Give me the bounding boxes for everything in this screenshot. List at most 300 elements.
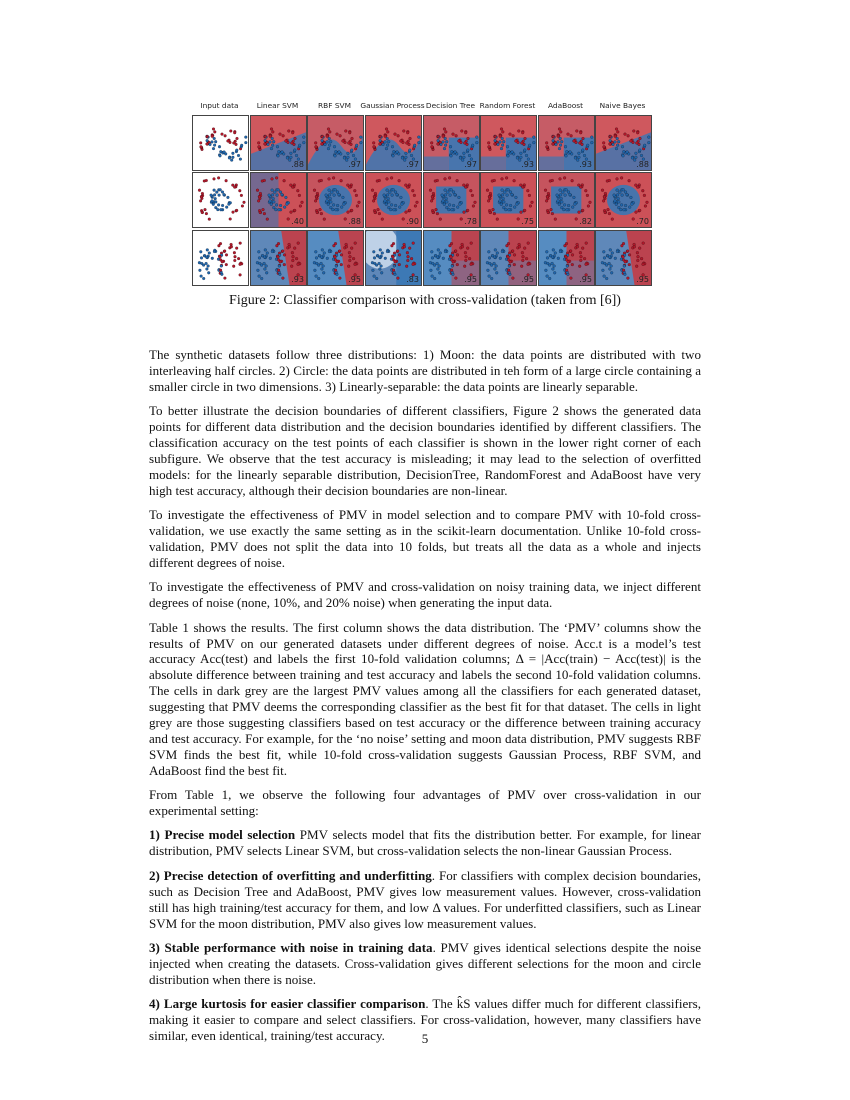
- data-point: [552, 139, 555, 142]
- data-point: [609, 143, 612, 146]
- data-point: [429, 189, 432, 192]
- data-point: [569, 193, 572, 196]
- data-point: [616, 131, 619, 134]
- data-point: [213, 144, 216, 147]
- figure-column-title: RBF SVM: [318, 101, 351, 110]
- data-point: [336, 191, 339, 194]
- data-point: [567, 133, 570, 136]
- data-point: [464, 131, 467, 134]
- data-point: [519, 184, 522, 187]
- data-point: [379, 249, 382, 252]
- data-point: [646, 201, 649, 204]
- data-point: [373, 275, 376, 278]
- data-point: [350, 149, 353, 152]
- data-point: [225, 263, 228, 266]
- data-point: [621, 194, 624, 197]
- data-point: [299, 205, 302, 208]
- data-point: [551, 179, 554, 182]
- data-point: [489, 211, 492, 214]
- data-point: [458, 196, 461, 199]
- data-point: [456, 206, 459, 209]
- data-point: [546, 145, 549, 148]
- data-point: [270, 203, 273, 206]
- data-point: [608, 212, 611, 215]
- data-point: [290, 152, 293, 155]
- data-point: [506, 145, 509, 148]
- data-point: [471, 194, 474, 197]
- data-point: [220, 208, 223, 211]
- data-point: [336, 260, 339, 263]
- data-point: [221, 191, 224, 194]
- data-point: [380, 265, 383, 268]
- data-point: [566, 265, 569, 268]
- data-point: [349, 255, 352, 258]
- data-point: [264, 135, 267, 138]
- data-point: [443, 203, 446, 206]
- data-point: [211, 141, 214, 144]
- data-point: [287, 130, 290, 133]
- data-point: [258, 145, 261, 148]
- data-point: [561, 191, 564, 194]
- data-point: [495, 265, 498, 268]
- data-point: [225, 254, 228, 257]
- data-point: [525, 257, 528, 260]
- data-point: [208, 218, 211, 221]
- data-point: [511, 250, 514, 253]
- data-point: [579, 251, 582, 254]
- figure-caption: Figure 2: Classifier comparison with cross-validation (taken from [6]): [229, 293, 621, 308]
- data-point: [386, 131, 389, 134]
- data-point: [450, 242, 453, 245]
- data-point: [238, 189, 241, 192]
- accuracy-score: .95: [464, 275, 477, 284]
- data-point: [609, 139, 612, 142]
- data-point: [624, 260, 627, 263]
- data-point: [622, 150, 625, 153]
- data-point: [398, 206, 401, 209]
- data-point: [344, 130, 347, 133]
- data-point: [394, 191, 397, 194]
- data-point: [218, 194, 221, 197]
- data-point: [487, 200, 490, 203]
- data-point: [372, 269, 375, 272]
- data-point: [505, 204, 508, 207]
- classifier-panel-circle: [423, 172, 480, 228]
- data-point: [630, 196, 633, 199]
- data-point: [278, 208, 281, 211]
- data-point: [279, 191, 282, 194]
- classifier-panel-linear: [307, 230, 364, 286]
- data-point: [386, 144, 389, 147]
- data-point: [402, 130, 405, 133]
- data-point: [373, 195, 376, 198]
- data-point: [548, 277, 551, 280]
- data-point: [563, 177, 566, 180]
- data-point: [297, 263, 300, 266]
- data-point: [544, 261, 547, 264]
- data-point: [626, 151, 629, 154]
- data-point: [257, 250, 260, 253]
- data-point: [585, 263, 588, 266]
- data-point: [623, 208, 626, 211]
- data-point: [581, 149, 584, 152]
- data-point: [379, 143, 382, 146]
- data-point: [565, 269, 568, 272]
- data-point: [458, 140, 461, 143]
- data-point: [271, 144, 274, 147]
- data-point: [615, 147, 618, 150]
- accuracy-score: .93: [579, 160, 592, 169]
- data-point: [507, 150, 510, 153]
- data-point: [615, 203, 618, 206]
- data-point: [452, 133, 455, 136]
- data-point: [295, 154, 298, 157]
- data-point: [393, 208, 396, 211]
- data-point: [230, 159, 233, 162]
- data-point: [198, 189, 201, 192]
- data-point: [603, 275, 606, 278]
- data-point: [554, 252, 557, 255]
- data-point: [277, 269, 280, 272]
- data-point: [314, 269, 317, 272]
- data-point: [622, 154, 625, 157]
- data-point: [266, 252, 269, 255]
- data-point: [346, 184, 349, 187]
- data-point: [515, 140, 518, 143]
- data-point: [616, 178, 619, 181]
- data-point: [276, 194, 279, 197]
- data-point: [559, 189, 562, 192]
- data-point: [232, 152, 235, 155]
- accuracy-score: .93: [521, 160, 534, 169]
- data-point: [343, 157, 346, 160]
- data-point: [338, 151, 341, 154]
- data-point: [579, 131, 582, 134]
- data-point: [231, 184, 234, 187]
- data-point: [334, 150, 337, 153]
- data-point: [624, 133, 627, 136]
- data-point: [547, 211, 550, 214]
- accuracy-score: .82: [579, 217, 592, 226]
- data-point: [633, 245, 636, 248]
- data-point: [551, 256, 554, 259]
- data-point: [586, 194, 589, 197]
- data-point: [321, 143, 324, 146]
- data-point: [328, 137, 331, 140]
- data-point: [219, 242, 222, 245]
- data-point: [328, 189, 331, 192]
- data-point: [314, 250, 317, 253]
- data-point: [642, 263, 645, 266]
- data-point: [586, 144, 589, 147]
- data-point: [230, 245, 233, 248]
- accuracy-score: .97: [406, 160, 419, 169]
- data-point: [202, 264, 205, 267]
- data-point: [408, 209, 411, 212]
- data-point: [463, 142, 466, 145]
- data-point: [467, 137, 470, 140]
- data-point: [429, 261, 432, 264]
- data-point: [386, 250, 389, 253]
- data-point: [501, 250, 504, 253]
- data-point: [265, 265, 268, 268]
- data-point: [627, 277, 630, 280]
- data-point: [317, 264, 320, 267]
- data-point: [329, 201, 332, 204]
- data-point: [636, 251, 639, 254]
- data-point: [617, 201, 620, 204]
- data-point: [327, 203, 330, 206]
- data-point: [406, 259, 409, 262]
- figure-column-title: Gaussian Process: [360, 101, 425, 110]
- data-point: [618, 191, 621, 194]
- data-point: [611, 252, 614, 255]
- data-point: [552, 135, 555, 138]
- data-point: [567, 191, 570, 194]
- data-point: [602, 142, 605, 145]
- data-point: [290, 156, 293, 159]
- data-point: [359, 141, 362, 144]
- data-point: [213, 189, 216, 192]
- data-point: [455, 277, 458, 280]
- data-point: [212, 128, 215, 131]
- data-point: [347, 156, 350, 159]
- data-point: [557, 135, 560, 138]
- classifier-panel-linear: [480, 230, 537, 286]
- data-point: [608, 262, 611, 265]
- data-point: [319, 208, 322, 211]
- data-point: [448, 177, 451, 180]
- data-point: [416, 201, 419, 204]
- data-point: [643, 144, 646, 147]
- data-point: [223, 193, 226, 196]
- data-point: [326, 200, 329, 203]
- data-point: [585, 242, 588, 245]
- data-point: [488, 195, 491, 198]
- data-point: [279, 204, 282, 207]
- data-point: [264, 139, 267, 142]
- data-point: [332, 177, 335, 180]
- data-point: [213, 178, 216, 181]
- data-point: [513, 206, 516, 209]
- data-point: [394, 260, 397, 263]
- data-point: [608, 179, 611, 182]
- data-point: [206, 249, 209, 252]
- accuracy-score: .95: [348, 275, 361, 284]
- data-point: [260, 277, 263, 280]
- data-point: [609, 249, 612, 252]
- data-point: [388, 191, 391, 194]
- data-point: [394, 133, 397, 136]
- data-point: [567, 204, 570, 207]
- data-point: [302, 141, 305, 144]
- data-point: [263, 256, 266, 259]
- body-text: [149, 347, 701, 1052]
- data-point: [506, 194, 509, 197]
- data-point: [461, 245, 464, 248]
- data-point: [603, 195, 606, 198]
- data-point: [564, 145, 567, 148]
- data-point: [460, 130, 463, 133]
- data-point: [278, 265, 281, 268]
- data-point: [206, 139, 209, 142]
- data-point: [555, 143, 558, 146]
- data-point: [495, 271, 498, 274]
- data-point: [496, 252, 499, 255]
- data-point: [521, 259, 524, 262]
- data-point: [444, 131, 447, 134]
- data-point: [507, 188, 510, 191]
- data-point: [494, 139, 497, 142]
- data-point: [293, 247, 296, 250]
- data-point: [493, 212, 496, 215]
- data-point: [260, 264, 263, 267]
- data-point: [292, 255, 295, 258]
- data-point: [431, 275, 434, 278]
- data-point: [199, 269, 202, 272]
- data-point: [301, 201, 304, 204]
- data-point: [269, 257, 272, 260]
- data-point: [241, 205, 244, 208]
- data-point: [219, 256, 222, 259]
- classifier-panel-moon: [250, 115, 307, 171]
- data-point: [264, 143, 267, 146]
- data-point: [206, 143, 209, 146]
- data-point: [221, 260, 224, 263]
- data-point: [515, 196, 518, 199]
- data-point: [263, 262, 266, 265]
- data-point: [298, 194, 301, 197]
- data-point: [570, 277, 573, 280]
- data-point: [456, 263, 459, 266]
- data-point: [520, 152, 523, 155]
- data-point: [521, 131, 524, 134]
- data-point: [271, 189, 274, 192]
- data-point: [232, 142, 235, 145]
- data-point: [219, 150, 222, 153]
- data-point: [584, 189, 587, 192]
- data-point: [504, 208, 507, 211]
- data-point: [438, 271, 441, 274]
- data-point: [258, 195, 261, 198]
- data-point: [315, 145, 318, 148]
- data-point: [342, 140, 345, 143]
- data-point: [321, 135, 324, 138]
- data-point: [569, 250, 572, 253]
- data-point: [285, 196, 288, 199]
- data-point: [607, 208, 610, 211]
- data-point: [263, 212, 266, 215]
- data-point: [444, 194, 447, 197]
- data-point: [449, 194, 452, 197]
- data-point: [433, 277, 436, 280]
- data-point: [313, 261, 316, 264]
- data-point: [266, 218, 269, 221]
- data-point: [612, 143, 615, 146]
- data-point: [634, 184, 637, 187]
- data-point: [240, 194, 243, 197]
- data-point: [326, 257, 329, 260]
- data-point: [622, 188, 625, 191]
- data-point: [563, 204, 566, 207]
- data-point: [339, 134, 342, 137]
- data-point: [472, 205, 475, 208]
- data-point: [406, 131, 409, 134]
- data-point: [602, 200, 605, 203]
- data-point: [200, 257, 203, 260]
- data-point: [237, 154, 240, 157]
- data-point: [571, 179, 574, 182]
- data-point: [379, 139, 382, 142]
- data-point: [405, 142, 408, 145]
- data-point: [324, 143, 327, 146]
- data-point: [437, 249, 440, 252]
- data-point: [401, 157, 404, 160]
- data-point: [602, 250, 605, 253]
- data-point: [583, 154, 586, 157]
- data-point: [469, 189, 472, 192]
- data-point: [486, 189, 489, 192]
- data-point: [257, 269, 260, 272]
- data-point: [199, 142, 202, 145]
- data-point: [574, 203, 577, 206]
- data-point: [616, 194, 619, 197]
- data-point: [334, 154, 337, 157]
- data-point: [546, 257, 549, 260]
- data-point: [442, 200, 445, 203]
- data-point: [437, 143, 440, 146]
- data-point: [225, 179, 228, 182]
- data-point: [290, 265, 293, 268]
- data-point: [294, 137, 297, 140]
- data-point: [628, 206, 631, 209]
- data-point: [559, 250, 562, 253]
- data-point: [219, 269, 222, 272]
- data-point: [459, 203, 462, 206]
- data-point: [565, 188, 568, 191]
- data-point: [647, 141, 650, 144]
- data-point: [379, 135, 382, 138]
- data-point: [387, 197, 390, 200]
- data-point: [205, 262, 208, 265]
- data-point: [463, 156, 466, 159]
- data-point: [605, 264, 608, 267]
- data-point: [488, 145, 491, 148]
- data-point: [529, 205, 532, 208]
- paragraph-datasets: The synthetic datasets follow three distributions: 1) Moon: the data points are distributed with two interleaving half circles. 2) Circle: the data points are distributed in teh form of a large circle containing a smaller circle in two dimensions. 3) Linearly-separable: the data points are linearly separable.: [149, 347, 701, 394]
- data-point: [330, 191, 333, 194]
- data-point: [386, 178, 389, 181]
- data-point: [437, 139, 440, 142]
- classifier-panel-moon: [365, 115, 422, 171]
- data-point: [281, 250, 284, 253]
- data-point: [414, 205, 417, 208]
- data-point: [454, 193, 457, 196]
- data-point: [488, 257, 491, 260]
- data-point: [492, 208, 495, 211]
- classifier-panel-circle: [595, 172, 652, 228]
- data-point: [232, 211, 235, 214]
- data-point: [343, 203, 346, 206]
- data-point: [557, 141, 560, 144]
- data-point: [558, 203, 561, 206]
- data-point: [291, 131, 294, 134]
- data-point: [499, 257, 502, 260]
- data-point: [617, 197, 620, 200]
- data-point: [235, 149, 238, 152]
- data-point: [550, 208, 553, 211]
- data-point: [459, 157, 462, 160]
